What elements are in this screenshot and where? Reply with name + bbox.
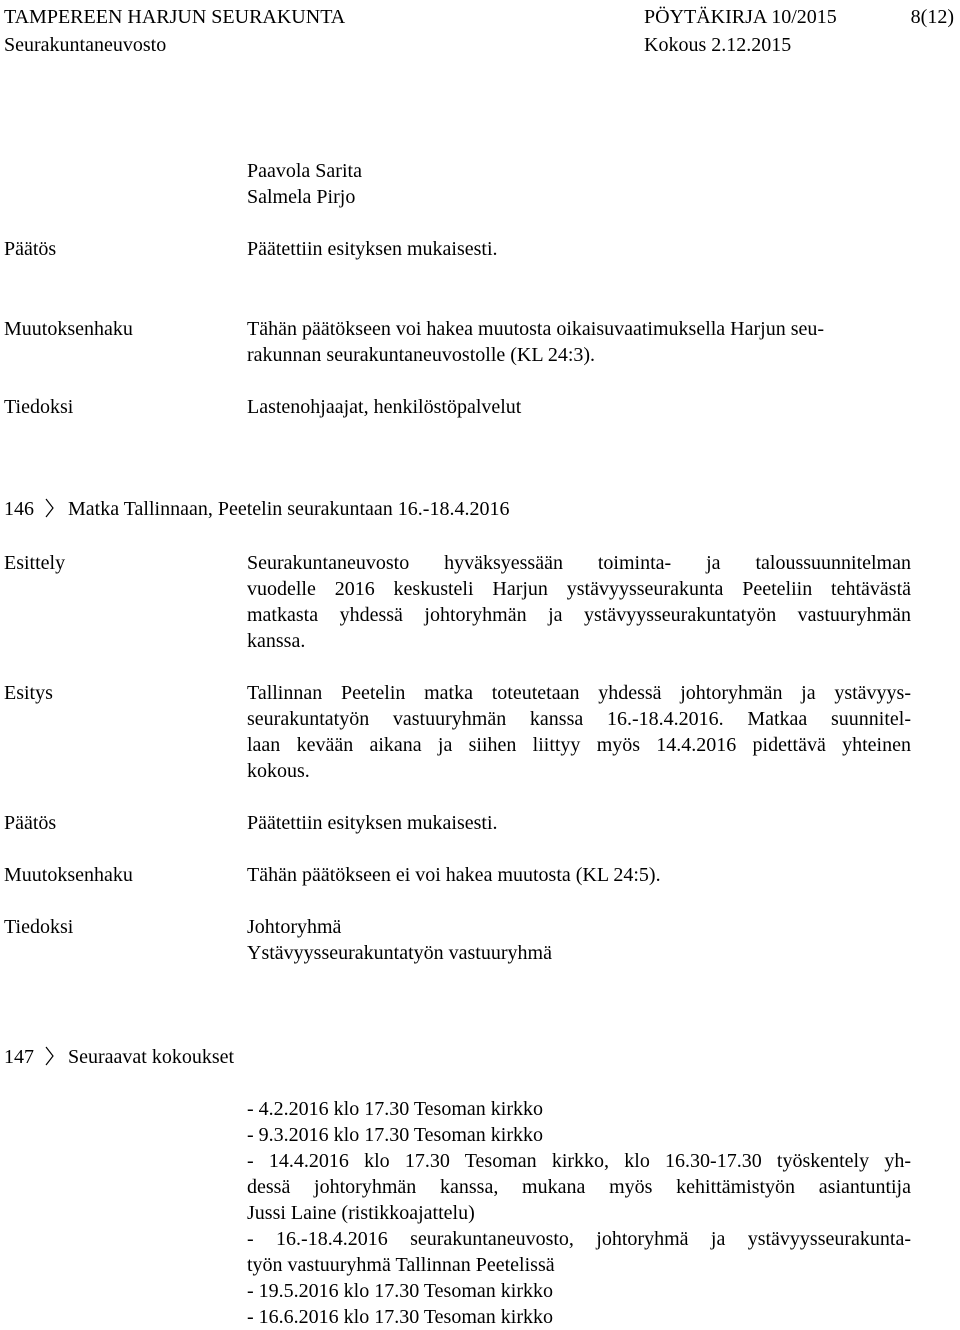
appeal-line: Tähän päätökseen voi hakea muutosta oikaisuvaatimuksella Harjun seu- (247, 318, 825, 340)
section-title: Matka Tallinnaan, Peetelin seurakuntaan 16.-18.4.2016 (68, 498, 510, 520)
appeal-text: Tähän päätökseen ei voi hakea muutosta (KL 24:5). (247, 864, 661, 886)
presentation-label: Esittely (4, 552, 66, 574)
proposal-line: seurakuntatyön vastuuryhmän kanssa 16.-18.4.2016. Matkaa suunnitel- (247, 708, 911, 730)
info-label: Tiedoksi (4, 396, 74, 418)
presentation-line: matkasta yhdessä johtoryhmän ja ystävyysseurakuntatyön vastuuryhmän (247, 604, 911, 626)
decision-text: Päätettiin esityksen mukaisesti. (247, 812, 498, 834)
proposal-line: Tallinnan Peetelin matka toteutetaan yhdessä johtoryhmän ja ystävyys- (247, 682, 911, 704)
section-146-heading (4, 496, 509, 522)
proposal-label: Esitys (4, 682, 53, 704)
meeting-line: - 19.5.2016 klo 17.30 Tesoman kirkko (247, 1280, 553, 1302)
meeting-date: Kokous 2.12.2015 (644, 34, 792, 56)
presentation-line: kanssa. (247, 630, 306, 652)
meeting-line: - 9.3.2016 klo 17.30 Tesoman kirkko (247, 1124, 543, 1146)
meeting-line: Jussi Laine (ristikkoajattelu) (247, 1202, 475, 1224)
name-line: Paavola Sarita (247, 160, 362, 182)
appeal-label: Muutoksenhaku (4, 864, 133, 886)
section-sign-icon (44, 1045, 56, 1067)
section-title: Seuraavat kokoukset (68, 1046, 235, 1068)
section-147-heading (4, 1044, 234, 1070)
meeting-line: - 4.2.2016 klo 17.30 Tesoman kirkko (247, 1098, 543, 1120)
info-text: Lastenohjaajat, henkilöstöpalvelut (247, 396, 522, 418)
decision-text: Päätettiin esityksen mukaisesti. (247, 238, 498, 260)
document-title: PÖYTÄKIRJA 10/2015 (644, 6, 837, 28)
name-line: Salmela Pirjo (247, 186, 356, 208)
section-sign-icon (44, 497, 56, 519)
decision-label: Päätös (4, 812, 57, 834)
presentation-line: Seurakuntaneuvosto hyväksyessään toiminta- ja taloussuunnitelman (247, 552, 911, 574)
meeting-line: - 16.-18.4.2016 seurakuntaneuvosto, johtoryhmä ja ystävyysseurakunta- (247, 1228, 911, 1250)
page-number: 8(12) (910, 6, 954, 28)
presentation-line: vuodelle 2016 keskusteli Harjun ystävyysseurakunta Peeteliin tehtävästä (247, 578, 911, 600)
info-line: Ystävyysseurakuntatyön vastuuryhmä (247, 942, 552, 964)
info-label: Tiedoksi (4, 916, 74, 938)
section-number: 147 (4, 1046, 34, 1068)
meeting-line: työn vastuuryhmä Tallinnan Peetelissä (247, 1254, 555, 1276)
appeal-label: Muutoksenhaku (4, 318, 133, 340)
proposal-line: laan kevään aikana ja siihen liittyy myös 14.4.2016 pidettävä yhteinen (247, 734, 911, 756)
body-name: Seurakuntaneuvosto (4, 34, 167, 56)
info-line: Johtoryhmä (247, 916, 342, 938)
organization-name: TAMPEREEN HARJUN SEURAKUNTA (4, 6, 346, 28)
meeting-line: - 14.4.2016 klo 17.30 Tesoman kirkko, klo 16.30-17.30 työskentely yh- (247, 1150, 911, 1172)
appeal-line: rakunnan seurakuntaneuvostolle (KL 24:3). (247, 344, 596, 366)
decision-label: Päätös (4, 238, 57, 260)
page-header (4, 4, 954, 60)
meeting-line: dessä johtoryhmän kanssa, mukana myös kehittämistyön asiantuntija (247, 1176, 911, 1198)
meeting-line: - 16.6.2016 klo 17.30 Tesoman kirkko (247, 1306, 553, 1328)
section-number: 146 (4, 498, 34, 520)
proposal-line: kokous. (247, 760, 310, 782)
